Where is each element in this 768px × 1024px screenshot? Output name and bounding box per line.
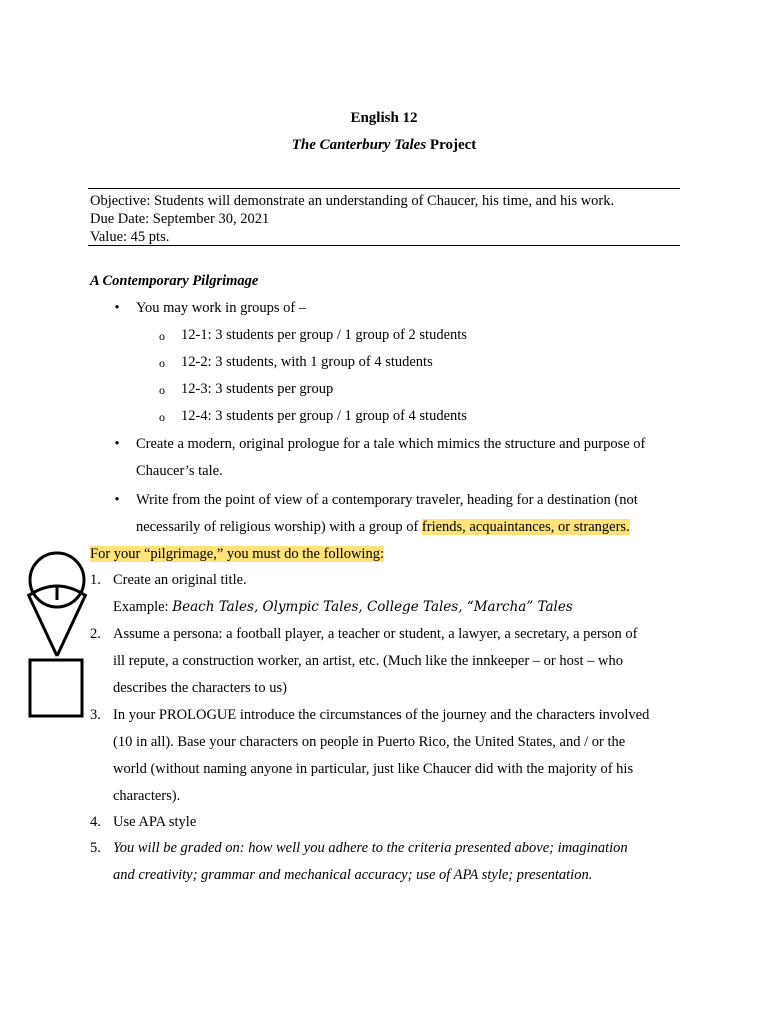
item-3-line: In your PROLOGUE introduce the circumstances of the journey and the characters involved <box>113 707 650 723</box>
item-number: 4. <box>90 814 101 830</box>
sub-bullet-glyph: o <box>159 356 165 370</box>
item-3-line: characters). <box>113 788 181 804</box>
project-title <box>0 135 768 155</box>
value-text: Value: 45 pts. <box>90 229 170 245</box>
item-5-line: You will be graded on: how well you adhere to the criteria presented above; imagination <box>113 840 628 856</box>
item-1-example <box>113 597 573 617</box>
item-3-line: world (without naming anyone in particular, just like Chaucer did with the majority of his <box>113 761 634 777</box>
item-number: 5. <box>90 840 101 856</box>
example-titles: Beach Tales, Olympic Tales, College Tales, “Marcha” Tales <box>172 599 573 615</box>
group-item: 12-4: 3 students per group / 1 group of 4 students <box>181 408 467 424</box>
due-date-text: Due Date: September 30, 2021 <box>90 211 270 227</box>
bullet-pov-cont-text: necessarily of religious worship) with a group of <box>136 519 422 535</box>
sub-bullet-glyph: o <box>159 383 165 397</box>
requirements-intro-text: For your “pilgrimage,” you must do the following: <box>90 546 384 562</box>
group-item: 12-1: 3 students per group / 1 group of 2 students <box>181 327 467 343</box>
highlighted-phrase: friends, acquaintances, or strangers. <box>421 519 630 535</box>
sub-bullet-glyph: o <box>159 410 165 424</box>
item-number: 1. <box>90 572 101 588</box>
group-item: 12-3: 3 students per group <box>181 381 334 397</box>
example-prefix: Example: <box>113 599 173 615</box>
bullet-prologue-cont: Chaucer’s tale. <box>136 463 223 479</box>
project-title-italic: The Canterbury Tales <box>291 137 427 153</box>
group-item: 12-2: 3 students, with 1 group of 4 students <box>181 354 433 370</box>
bullet-pov-cont <box>136 517 630 537</box>
bullet-prologue: Create a modern, original prologue for a tale which mimics the structure and purpose of <box>136 436 646 452</box>
item-2-line: describes the characters to us) <box>113 680 287 696</box>
bullet-groups: You may work in groups of – <box>136 300 307 316</box>
body-box <box>30 660 82 716</box>
bullet-pov: Write from the point of view of a contemporary traveler, heading for a destination (not <box>136 492 638 508</box>
item-2-line: Assume a persona: a football player, a teacher or student, a lawyer, a secretary, a person of <box>113 626 638 642</box>
item-number: 2. <box>90 626 101 642</box>
sub-bullet-glyph: o <box>159 329 165 343</box>
top-rule <box>88 188 680 189</box>
item-2-line: ill repute, a construction worker, an artist, etc. (Much like the innkeeper – or host – who <box>113 653 623 669</box>
requirements-intro <box>90 544 384 564</box>
item-3-line: (10 in all). Base your characters on people in Puerto Rico, the United States, and / or the <box>113 734 626 750</box>
item-number: 3. <box>90 707 101 723</box>
pilgrim-drawing <box>22 548 92 720</box>
bullet-glyph: • <box>114 300 120 316</box>
bullet-glyph: • <box>114 436 120 452</box>
objective-text: Objective: Students will demonstrate an understanding of Chaucer, his time, and his work. <box>90 193 615 209</box>
item-1-text: Create an original title. <box>113 572 247 588</box>
course-title: English 12 <box>350 110 418 126</box>
item-5-line: and creativity; grammar and mechanical accuracy; use of APA style; presentation. <box>113 867 593 883</box>
item-4-text: Use APA style <box>113 814 197 830</box>
project-title-rest: Project <box>426 137 477 153</box>
section-heading: A Contemporary Pilgrimage <box>90 273 259 289</box>
bottom-rule <box>88 245 680 246</box>
bullet-glyph: • <box>114 492 120 508</box>
